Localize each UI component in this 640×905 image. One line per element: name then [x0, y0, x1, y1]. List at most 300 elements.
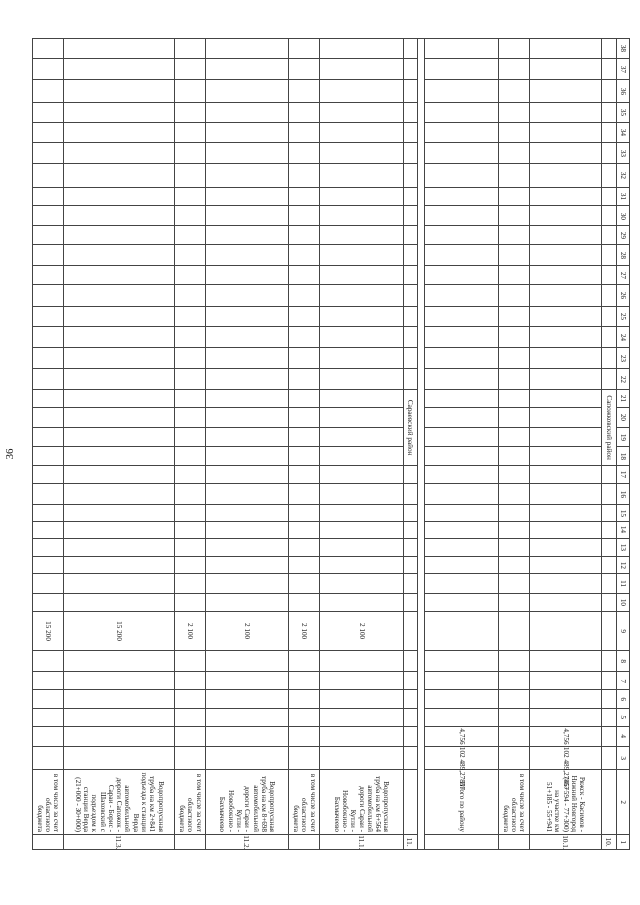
empty-cell — [320, 390, 403, 408]
empty-cell — [499, 143, 530, 164]
empty-cell — [530, 594, 602, 612]
empty-cell — [33, 348, 64, 369]
empty-cell — [206, 746, 289, 769]
empty-cell — [530, 39, 602, 59]
table-row — [33, 39, 64, 850]
empty-cell — [206, 39, 289, 59]
empty-cell — [403, 466, 417, 484]
column-number: 7 — [616, 672, 629, 690]
empty-cell — [499, 556, 530, 574]
table-row — [206, 39, 289, 850]
empty-cell — [289, 307, 320, 327]
empty-cell — [175, 80, 206, 103]
empty-cell — [33, 369, 64, 390]
empty-cell — [289, 123, 320, 143]
column-number: 23 — [616, 348, 629, 369]
empty-cell — [320, 327, 403, 348]
empty-cell — [424, 143, 498, 164]
empty-cell — [602, 746, 616, 769]
empty-cell — [320, 505, 403, 522]
empty-cell — [289, 206, 320, 226]
empty-cell — [175, 59, 206, 80]
empty-cell — [175, 709, 206, 727]
empty-cell — [289, 285, 320, 307]
empty-cell — [499, 672, 530, 690]
empty-cell — [206, 327, 289, 348]
value-cell-col9: 15 200 — [33, 612, 64, 651]
empty-cell — [403, 245, 417, 266]
empty-cell — [602, 574, 616, 594]
empty-cell — [175, 484, 206, 505]
table-row — [289, 39, 320, 850]
empty-cell — [403, 746, 417, 769]
empty-cell — [530, 428, 602, 447]
empty-cell — [602, 266, 616, 285]
column-number: 10 — [616, 594, 629, 612]
empty-cell — [64, 206, 175, 226]
column-number: 5 — [616, 709, 629, 727]
empty-cell — [64, 428, 175, 447]
empty-cell — [175, 521, 206, 538]
empty-cell — [499, 307, 530, 327]
column-number: 36 — [616, 80, 629, 103]
table-row — [424, 39, 498, 850]
table-row — [418, 39, 425, 850]
empty-cell — [602, 521, 616, 538]
object-name: в том числе за счет областного бюджета — [289, 770, 320, 835]
empty-cell — [602, 348, 616, 369]
empty-cell — [424, 164, 498, 187]
empty-cell — [175, 746, 206, 769]
empty-cell — [33, 594, 64, 612]
empty-cell — [530, 245, 602, 266]
empty-cell — [289, 39, 320, 59]
empty-cell — [33, 226, 64, 245]
empty-cell — [499, 651, 530, 672]
empty-cell — [602, 80, 616, 103]
value-cell-col9: 2 100 — [289, 612, 320, 651]
empty-cell — [530, 348, 602, 369]
empty-cell — [602, 123, 616, 143]
empty-cell — [530, 285, 602, 307]
empty-cell — [424, 80, 498, 103]
empty-cell — [602, 594, 616, 612]
empty-cell — [530, 226, 602, 245]
empty-cell — [530, 390, 602, 408]
empty-cell — [206, 143, 289, 164]
empty-cell — [602, 556, 616, 574]
empty-cell — [33, 556, 64, 574]
row-number — [33, 835, 64, 850]
empty-cell — [33, 59, 64, 80]
empty-cell — [530, 164, 602, 187]
empty-cell — [499, 521, 530, 538]
column-number: 34 — [616, 123, 629, 143]
empty-cell — [602, 327, 616, 348]
empty-cell — [499, 39, 530, 59]
empty-cell — [320, 690, 403, 709]
empty-cell — [530, 59, 602, 80]
empty-cell — [499, 123, 530, 143]
empty-cell — [175, 245, 206, 266]
empty-cell — [64, 538, 175, 556]
object-name: Водопропускная труба на км 6+564 автомобильной дороги Сараи - Кутли - Новобокино - Бахмачеево — [320, 770, 403, 835]
empty-cell — [424, 266, 498, 285]
empty-cell — [289, 369, 320, 390]
empty-cell — [602, 187, 616, 206]
empty-cell — [403, 556, 417, 574]
row-number — [175, 835, 206, 850]
column-number: 27 — [616, 266, 629, 285]
column-number: 9 — [616, 612, 629, 651]
empty-cell — [289, 103, 320, 123]
empty-cell — [602, 143, 616, 164]
empty-cell — [206, 307, 289, 327]
empty-cell — [403, 726, 417, 746]
empty-cell — [320, 651, 403, 672]
empty-cell — [64, 39, 175, 59]
empty-cell — [499, 226, 530, 245]
column-number: 37 — [616, 59, 629, 80]
empty-cell — [499, 327, 530, 348]
empty-cell — [206, 466, 289, 484]
empty-cell — [33, 726, 64, 746]
empty-cell — [289, 408, 320, 428]
empty-cell — [33, 651, 64, 672]
table-row — [64, 39, 175, 850]
empty-cell — [424, 245, 498, 266]
empty-cell — [530, 505, 602, 522]
empty-cell — [499, 348, 530, 369]
empty-cell — [530, 709, 602, 727]
value-cell-col9: 2 100 — [206, 612, 289, 651]
value-cell-col3: 102 489,27857 — [424, 746, 498, 769]
empty-cell — [499, 187, 530, 206]
empty-cell — [602, 651, 616, 672]
empty-cell — [499, 447, 530, 466]
empty-cell — [403, 143, 417, 164]
empty-cell — [33, 327, 64, 348]
empty-cell — [499, 726, 530, 746]
empty-cell — [64, 187, 175, 206]
empty-cell — [602, 307, 616, 327]
empty-cell — [530, 266, 602, 285]
empty-cell — [499, 245, 530, 266]
empty-cell — [33, 80, 64, 103]
empty-cell — [424, 369, 498, 390]
empty-cell — [289, 266, 320, 285]
empty-cell — [33, 574, 64, 594]
empty-cell — [424, 672, 498, 690]
empty-cell — [320, 143, 403, 164]
empty-cell — [175, 574, 206, 594]
empty-cell — [403, 690, 417, 709]
empty-cell — [530, 206, 602, 226]
column-number: 8 — [616, 651, 629, 672]
empty-cell — [206, 651, 289, 672]
empty-cell — [206, 709, 289, 727]
empty-cell — [206, 390, 289, 408]
empty-cell — [403, 574, 417, 594]
empty-cell — [499, 594, 530, 612]
empty-cell — [289, 574, 320, 594]
empty-cell — [320, 594, 403, 612]
empty-cell — [289, 447, 320, 466]
object-name: в том числе за счет областного бюджета — [33, 770, 64, 835]
empty-cell — [33, 103, 64, 123]
empty-cell — [403, 709, 417, 727]
table-row — [403, 39, 417, 850]
empty-cell — [403, 521, 417, 538]
empty-cell — [602, 672, 616, 690]
empty-cell — [33, 428, 64, 447]
empty-cell — [206, 266, 289, 285]
empty-cell — [320, 187, 403, 206]
column-number: 28 — [616, 245, 629, 266]
empty-cell — [320, 408, 403, 428]
empty-cell — [320, 245, 403, 266]
empty-cell — [64, 726, 175, 746]
empty-cell — [206, 123, 289, 143]
empty-cell — [33, 266, 64, 285]
empty-cell — [403, 770, 417, 835]
empty-cell — [499, 505, 530, 522]
empty-cell — [289, 226, 320, 245]
empty-cell — [602, 369, 616, 390]
empty-cell — [175, 226, 206, 245]
empty-cell — [64, 245, 175, 266]
object-name: в том числе за счет областного бюджета — [499, 770, 530, 835]
empty-cell — [64, 123, 175, 143]
empty-cell — [289, 556, 320, 574]
empty-cell — [289, 538, 320, 556]
empty-cell — [175, 690, 206, 709]
row-number — [289, 835, 320, 850]
empty-cell — [403, 39, 417, 59]
empty-cell — [175, 327, 206, 348]
empty-cell — [403, 80, 417, 103]
empty-cell — [64, 59, 175, 80]
row-number: 11.2. — [206, 835, 289, 850]
empty-cell — [175, 187, 206, 206]
row-number — [499, 835, 530, 850]
empty-cell — [499, 206, 530, 226]
empty-cell — [33, 484, 64, 505]
empty-cell — [33, 538, 64, 556]
empty-cell — [289, 187, 320, 206]
empty-cell — [499, 80, 530, 103]
empty-cell — [64, 143, 175, 164]
empty-cell — [320, 226, 403, 245]
empty-cell — [289, 348, 320, 369]
empty-cell — [206, 690, 289, 709]
empty-cell — [424, 651, 498, 672]
empty-cell — [206, 428, 289, 447]
empty-cell — [403, 348, 417, 369]
column-number: 2 — [616, 770, 629, 835]
column-number: 25 — [616, 307, 629, 327]
column-number: 22 — [616, 369, 629, 390]
empty-cell — [424, 187, 498, 206]
empty-cell — [64, 466, 175, 484]
empty-cell — [289, 466, 320, 484]
empty-cell — [33, 709, 64, 727]
empty-cell — [175, 594, 206, 612]
empty-cell — [33, 690, 64, 709]
empty-cell — [320, 746, 403, 769]
empty-cell — [424, 390, 498, 408]
empty-cell — [33, 187, 64, 206]
empty-cell — [403, 484, 417, 505]
column-number: 24 — [616, 327, 629, 348]
empty-cell — [206, 285, 289, 307]
empty-cell — [175, 672, 206, 690]
column-number: 6 — [616, 690, 629, 709]
empty-cell — [499, 285, 530, 307]
document-sheet — [20, 0, 640, 905]
empty-cell — [64, 672, 175, 690]
empty-cell — [33, 408, 64, 428]
empty-cell — [64, 369, 175, 390]
row-number: 11.3. — [64, 835, 175, 850]
column-number: 35 — [616, 103, 629, 123]
empty-cell — [602, 770, 616, 835]
empty-cell — [33, 672, 64, 690]
empty-cell — [530, 556, 602, 574]
column-number: 20 — [616, 408, 629, 428]
empty-cell — [320, 123, 403, 143]
object-name: в том числе за счет областного бюджета — [175, 770, 206, 835]
empty-cell — [499, 164, 530, 187]
rotated-table-frame — [20, 0, 640, 905]
empty-cell — [499, 574, 530, 594]
empty-cell — [289, 651, 320, 672]
empty-cell — [33, 123, 64, 143]
empty-cell — [175, 538, 206, 556]
empty-cell — [175, 39, 206, 59]
empty-cell — [424, 285, 498, 307]
object-name: Итого по району — [424, 770, 498, 835]
empty-cell — [175, 726, 206, 746]
empty-cell — [206, 164, 289, 187]
empty-cell — [320, 59, 403, 80]
empty-cell — [499, 538, 530, 556]
empty-cell — [64, 307, 175, 327]
empty-cell — [175, 505, 206, 522]
empty-cell — [175, 428, 206, 447]
empty-cell — [424, 307, 498, 327]
row-number — [424, 835, 498, 850]
empty-cell — [602, 226, 616, 245]
empty-cell — [602, 206, 616, 226]
row-number: 10. — [602, 835, 616, 850]
empty-cell — [64, 103, 175, 123]
empty-cell — [33, 746, 64, 769]
empty-cell — [320, 307, 403, 327]
empty-cell — [64, 226, 175, 245]
empty-cell — [64, 556, 175, 574]
empty-cell — [403, 206, 417, 226]
empty-cell — [206, 574, 289, 594]
empty-cell — [33, 390, 64, 408]
empty-cell — [530, 651, 602, 672]
empty-cell — [424, 226, 498, 245]
value-cell-col3: 102 489,27857 — [530, 746, 602, 769]
empty-cell — [602, 285, 616, 307]
empty-cell — [206, 594, 289, 612]
spacer-cell — [418, 39, 425, 850]
empty-cell — [530, 466, 602, 484]
empty-cell — [64, 447, 175, 466]
empty-cell — [403, 651, 417, 672]
empty-cell — [602, 103, 616, 123]
empty-cell — [403, 612, 417, 651]
empty-cell — [206, 672, 289, 690]
empty-cell — [424, 327, 498, 348]
empty-cell — [33, 245, 64, 266]
empty-cell — [289, 327, 320, 348]
empty-cell — [206, 59, 289, 80]
empty-cell — [175, 164, 206, 187]
empty-cell — [602, 484, 616, 505]
empty-cell — [289, 505, 320, 522]
empty-cell — [320, 574, 403, 594]
empty-cell — [175, 123, 206, 143]
empty-cell — [64, 408, 175, 428]
empty-cell — [33, 447, 64, 466]
column-number: 21 — [616, 390, 629, 408]
empty-cell — [33, 164, 64, 187]
page-number: 36 — [4, 448, 16, 460]
column-number: 17 — [616, 466, 629, 484]
empty-cell — [530, 80, 602, 103]
value-cell-col9: 15 200 — [64, 612, 175, 651]
empty-cell — [602, 245, 616, 266]
empty-cell — [530, 103, 602, 123]
empty-cell — [403, 164, 417, 187]
empty-cell — [403, 103, 417, 123]
empty-cell — [64, 266, 175, 285]
empty-cell — [530, 484, 602, 505]
empty-cell — [424, 709, 498, 727]
empty-cell — [33, 307, 64, 327]
empty-cell — [320, 484, 403, 505]
empty-cell — [206, 348, 289, 369]
empty-cell — [289, 484, 320, 505]
column-number: 14 — [616, 521, 629, 538]
empty-cell — [175, 408, 206, 428]
header-row — [616, 39, 629, 850]
empty-cell — [206, 369, 289, 390]
empty-cell — [289, 164, 320, 187]
empty-cell — [320, 672, 403, 690]
empty-cell — [424, 408, 498, 428]
value-cell-col4: 4,756 — [424, 726, 498, 746]
empty-cell — [206, 447, 289, 466]
table-row — [499, 39, 530, 850]
empty-cell — [175, 369, 206, 390]
empty-cell — [499, 266, 530, 285]
empty-cell — [403, 505, 417, 522]
empty-cell — [320, 369, 403, 390]
empty-cell — [206, 226, 289, 245]
empty-cell — [403, 672, 417, 690]
empty-cell — [320, 466, 403, 484]
empty-cell — [530, 187, 602, 206]
empty-cell — [64, 505, 175, 522]
empty-cell — [289, 709, 320, 727]
empty-cell — [424, 206, 498, 226]
